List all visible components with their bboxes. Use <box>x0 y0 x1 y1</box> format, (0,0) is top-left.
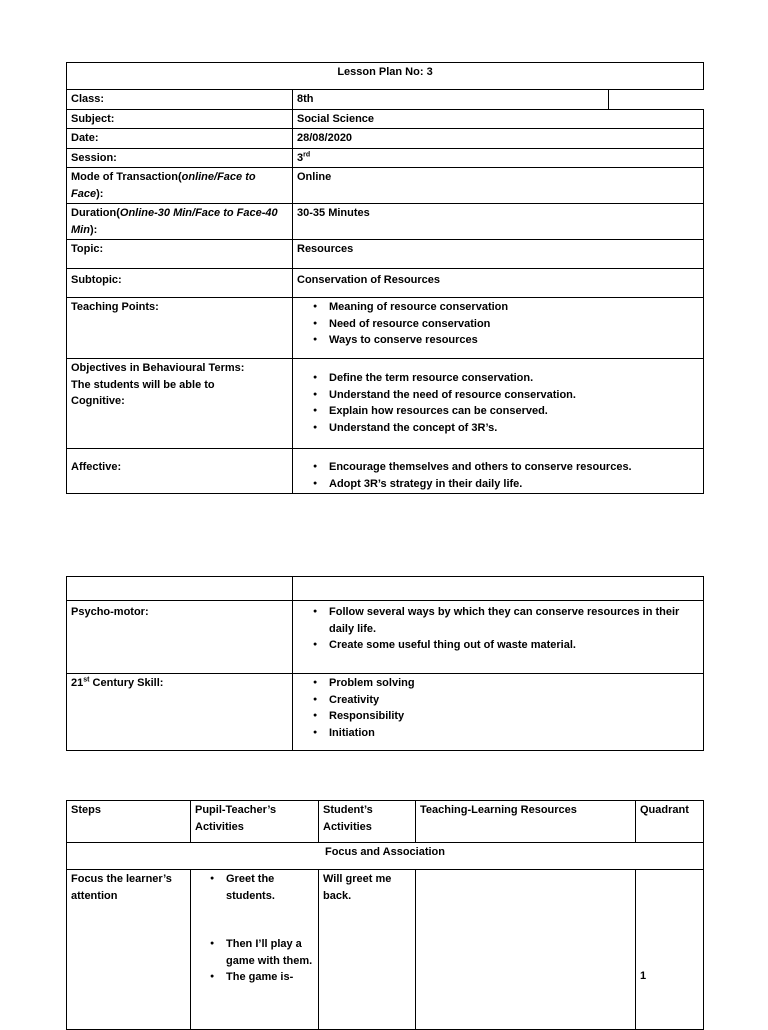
topic-value: Resources <box>293 240 704 269</box>
list-item: ● Responsibility <box>329 708 699 725</box>
cognitive-points-cell <box>293 359 704 449</box>
list-item: ● Ways to conserve resources <box>329 332 699 349</box>
affective-points-list <box>297 459 699 492</box>
class-label: Class: <box>67 90 293 110</box>
teaching-points-label: Teaching Points: <box>67 298 293 359</box>
list-item: ● Greet the students. <box>226 871 314 904</box>
psycho-motor-label: Psycho-motor: <box>67 601 293 674</box>
mode-value: Online <box>293 168 704 204</box>
list-item: ● Define the term resource conservation. <box>329 370 699 387</box>
list-item: ● Meaning of resource conservation <box>329 299 699 316</box>
duration-value: 30-35 Minutes <box>293 204 704 240</box>
header-quadrant: Quadrant <box>636 801 704 843</box>
century-skill-cell <box>293 674 704 751</box>
date-label: Date: <box>67 129 293 149</box>
date-value: 28/08/2020 <box>293 129 704 149</box>
list-item: ● Problem solving <box>329 675 699 692</box>
list-item: ● Understand the need of resource conservation. <box>329 387 699 404</box>
list-item: ● Adopt 3R’s strategy in their daily life. <box>329 476 699 493</box>
lesson-plan-title: Lesson Plan No: 3 <box>67 63 704 90</box>
empty-header-cell <box>293 577 704 601</box>
header-resources: Teaching-Learning Resources <box>416 801 636 843</box>
section-title: Focus and Association <box>67 843 704 870</box>
psycho-motor-list <box>297 604 699 654</box>
class-extra-cell <box>609 90 704 110</box>
list-item: ● The game is- <box>226 969 314 986</box>
quadrant-value: 1 <box>636 870 704 1030</box>
header-student: Student’s Activities <box>319 801 416 843</box>
teacher-activities-list <box>191 936 314 986</box>
list-item: ● Explain how resources can be conserved. <box>329 403 699 420</box>
topic-label: Topic: <box>67 240 293 269</box>
century-skill-label: 21st Century Skill: <box>67 674 293 751</box>
header-steps: Steps <box>67 801 191 843</box>
student-activity: Will greet me back. <box>319 870 416 1030</box>
century-skill-list <box>297 675 699 741</box>
resources-cell <box>416 870 636 1030</box>
list-item: ● Understand the concept of 3R’s. <box>329 420 699 437</box>
objectives-continued-table <box>66 576 704 751</box>
list-item: ● Then I’ll play a game with them. <box>226 936 314 969</box>
psycho-motor-cell <box>293 601 704 674</box>
affective-points-cell <box>293 449 704 494</box>
cognitive-points-list <box>297 370 699 436</box>
subject-label: Subject: <box>67 109 293 129</box>
class-value: 8th <box>293 90 609 110</box>
lesson-plan-table <box>66 62 704 494</box>
activities-table <box>66 800 704 1030</box>
duration-label: Duration(Online-30 Min/Face to Face-40 Min): <box>67 204 293 240</box>
list-item: ● Create some useful thing out of waste material. <box>329 637 699 654</box>
list-item: ● Need of resource conservation <box>329 316 699 333</box>
objectives-label: Objectives in Behavioural Terms: The students will be able to Cognitive: <box>67 359 293 449</box>
list-item: ● Follow several ways by which they can conserve resources in their daily life. <box>329 604 699 637</box>
session-value: 3rd <box>293 148 704 168</box>
subject-value: Social Science <box>293 109 704 129</box>
step-label: Focus the learner’s attention <box>67 870 191 1030</box>
list-item: ● Creativity <box>329 692 699 709</box>
subtopic-label: Subtopic: <box>67 269 293 298</box>
teaching-points-list <box>297 299 699 349</box>
mode-label: Mode of Transaction(online/Face to Face): <box>67 168 293 204</box>
teacher-activities-cell <box>191 870 319 1030</box>
empty-header-cell <box>67 577 293 601</box>
list-item: ● Encourage themselves and others to conserve resources. <box>329 459 699 476</box>
teaching-points-cell <box>293 298 704 359</box>
header-pupil-teacher: Pupil-Teacher’s Activities <box>191 801 319 843</box>
list-item: ● Initiation <box>329 725 699 742</box>
subtopic-value: Conservation of Resources <box>293 269 704 298</box>
affective-label: Affective: <box>67 449 293 494</box>
session-label: Session: <box>67 148 293 168</box>
teacher-activities-list <box>191 871 314 904</box>
